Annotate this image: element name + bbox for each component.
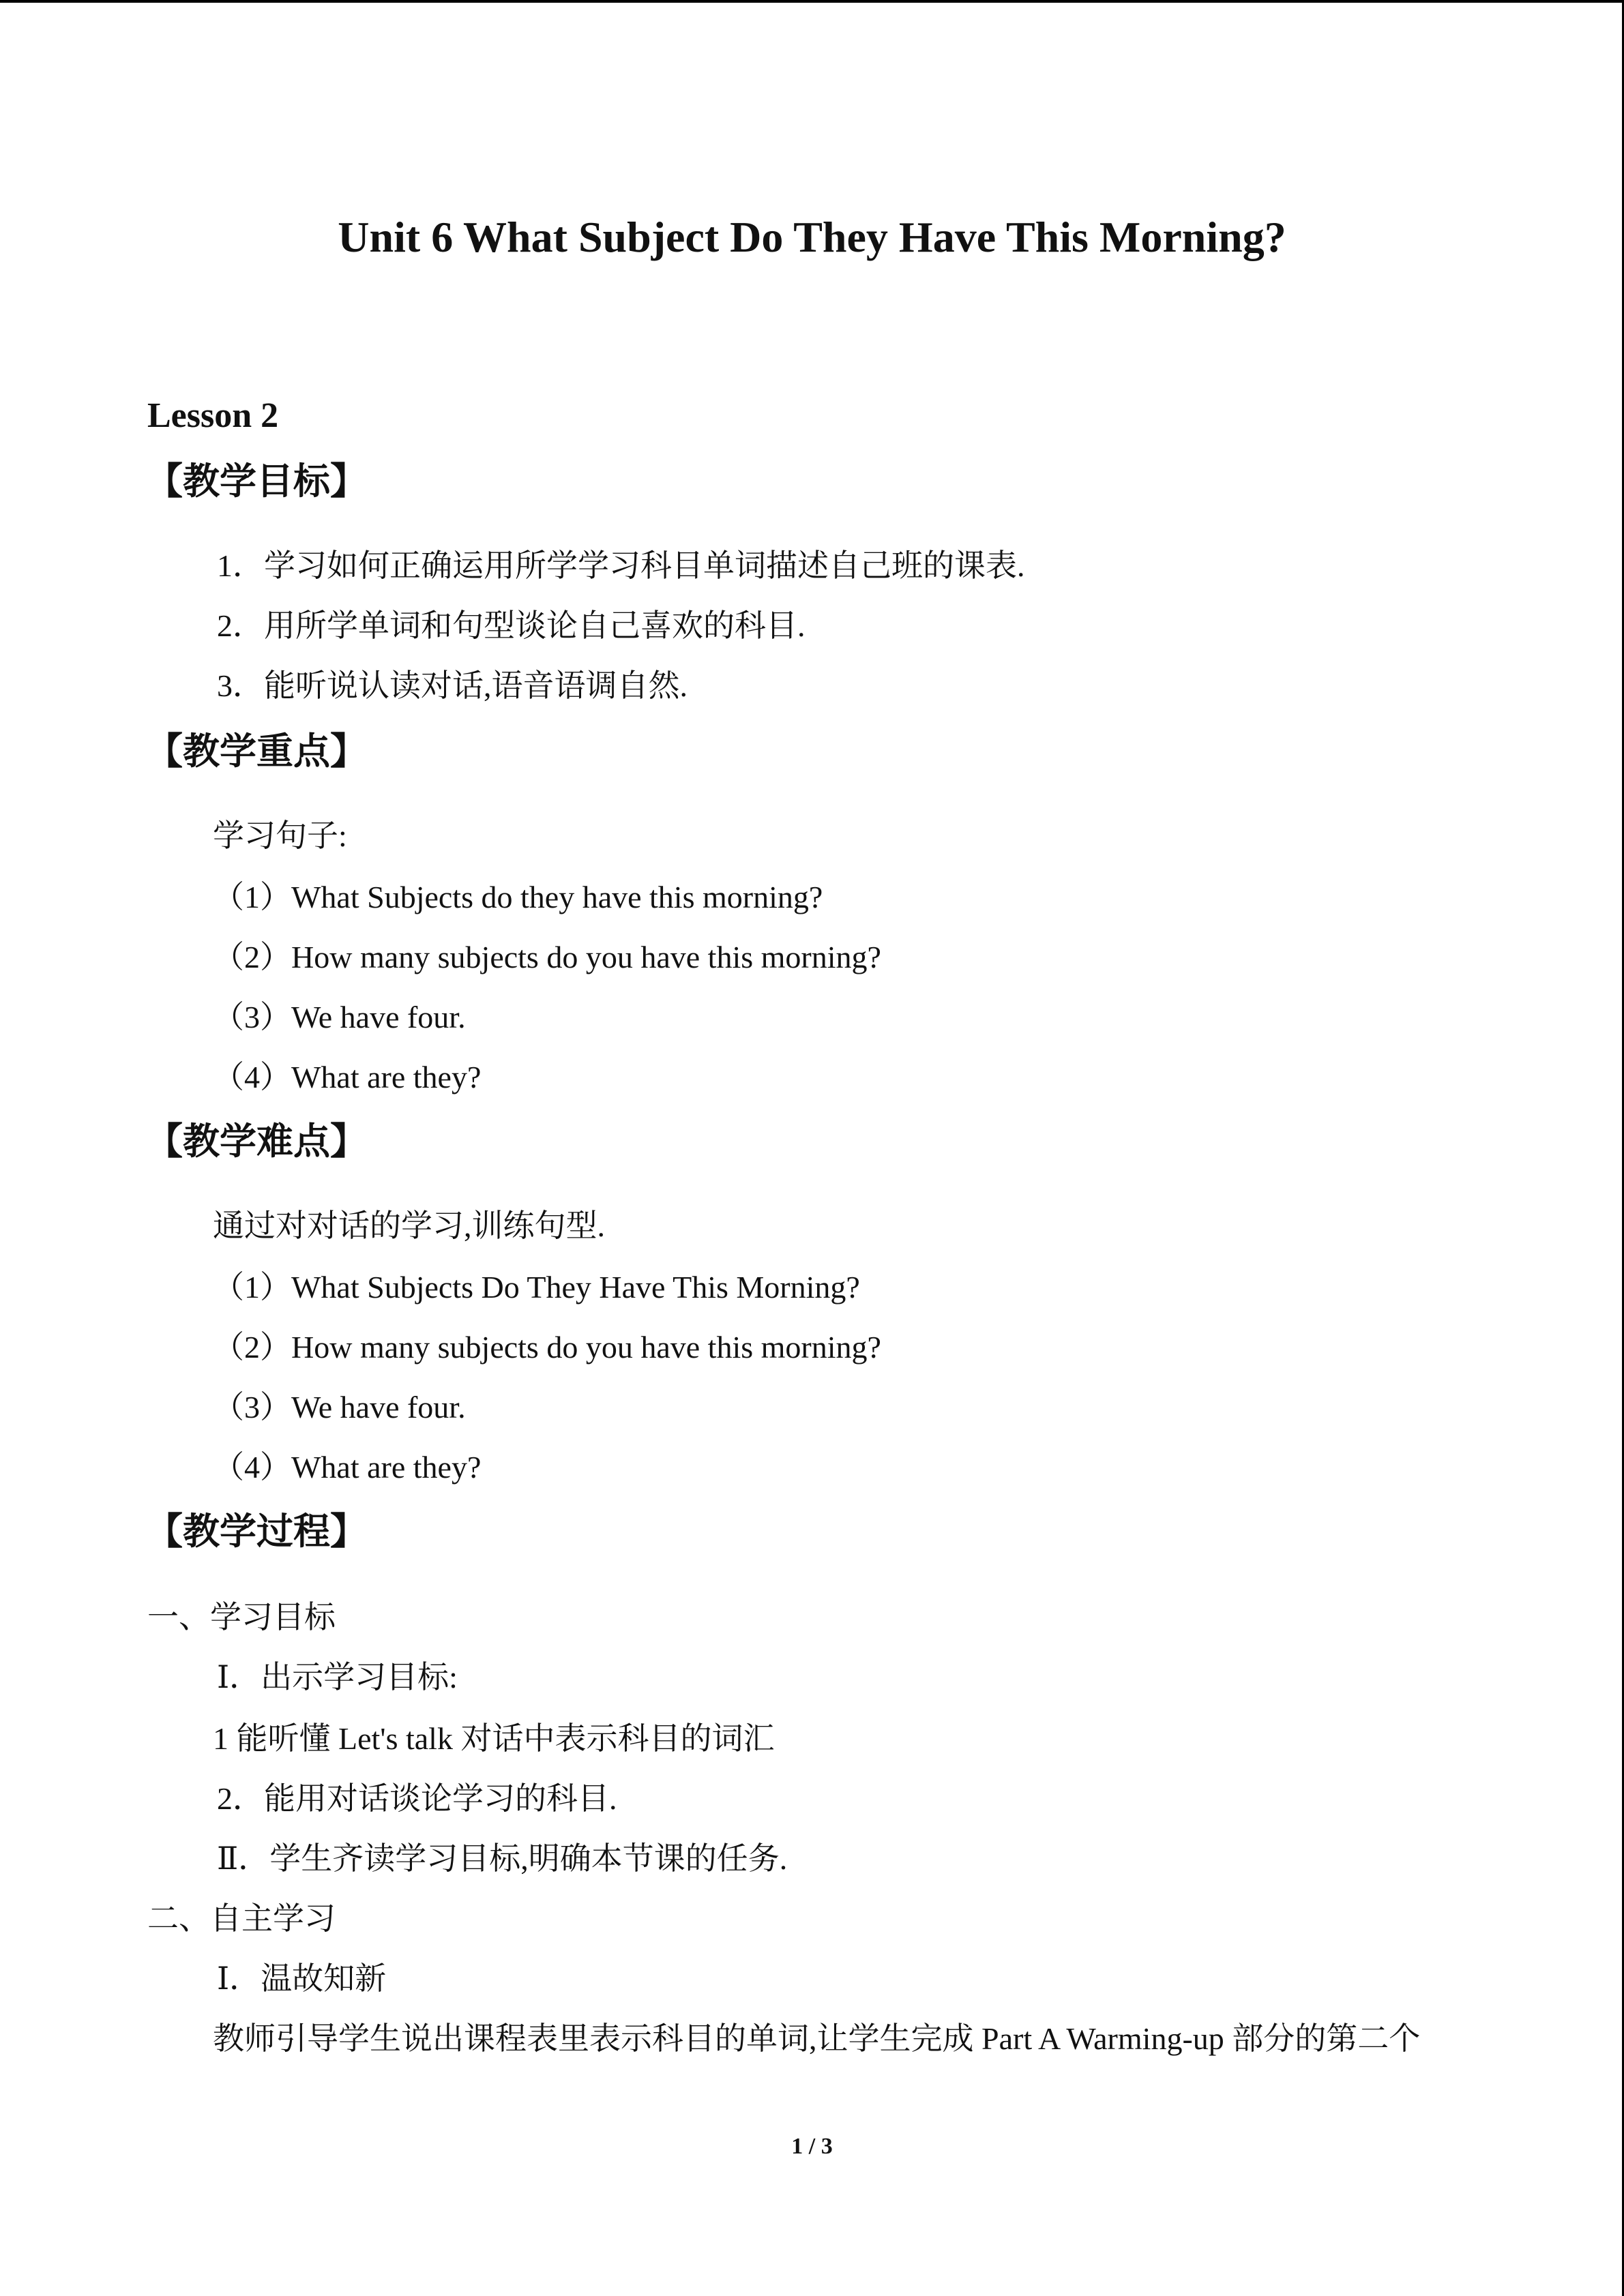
key-points-intro: 学习句子: bbox=[213, 818, 347, 853]
difficulty-item-3: （3）We have four. bbox=[213, 1390, 466, 1425]
process-part2-title: 二、自主学习 bbox=[147, 1901, 336, 1936]
difficulty-item-4: （4）What are they? bbox=[213, 1450, 482, 1485]
page-border-top bbox=[0, 0, 1624, 3]
difficulty-item-2: （2）How many subjects do you have this morning? bbox=[213, 1330, 881, 1365]
difficulties-intro: 通过对对话的学习,训练句型. bbox=[213, 1208, 605, 1243]
objectives-heading: 【教学目标】 bbox=[146, 460, 367, 503]
difficulty-item-1: （1）What Subjects Do They Have This Morning? bbox=[213, 1270, 860, 1304]
page-number: 1 / 3 bbox=[791, 2134, 833, 2159]
process-part1-title: 一、学习目标 bbox=[147, 1600, 336, 1635]
key-point-item-2: （2）How many subjects do you have this morning? bbox=[213, 940, 881, 974]
key-point-item-3: （3）We have four. bbox=[213, 1000, 466, 1034]
document-title: Unit 6 What Subject Do They Have This Morning? bbox=[338, 213, 1286, 261]
key-points-heading: 【教学重点】 bbox=[146, 730, 367, 773]
process-part1-step1: Ⅰ．出示学习目标: bbox=[217, 1660, 458, 1695]
process-part1-goal2: 2．能用对话谈论学习的科目. bbox=[217, 1781, 617, 1816]
process-part1-goal1: 1 能听懂 Let's talk 对话中表示科目的词汇 bbox=[213, 1721, 775, 1756]
key-point-item-1: （1）What Subjects do they have this morning? bbox=[213, 880, 823, 914]
process-part2-text: 教师引导学生说出课程表里表示科目的单词,让学生完成 Part A Warming-up 部分的第二个 bbox=[213, 2021, 1421, 2056]
objective-item-3: 3．能听说认读对话,语音语调自然. bbox=[217, 668, 688, 703]
difficulties-heading: 【教学难点】 bbox=[146, 1120, 367, 1163]
process-part2-step1: Ⅰ．温故知新 bbox=[217, 1961, 387, 1996]
lesson-label: Lesson 2 bbox=[147, 396, 279, 435]
objective-item-2: 2．用所学单词和句型谈论自己喜欢的科目. bbox=[217, 608, 806, 643]
process-part1-step2: Ⅱ．学生齐读学习目标,明确本节课的任务. bbox=[217, 1841, 788, 1876]
objective-item-1: 1．学习如何正确运用所学学习科目单词描述自己班的课表. bbox=[217, 548, 1025, 583]
key-point-item-4: （4）What are they? bbox=[213, 1060, 482, 1094]
process-heading: 【教学过程】 bbox=[146, 1510, 367, 1553]
